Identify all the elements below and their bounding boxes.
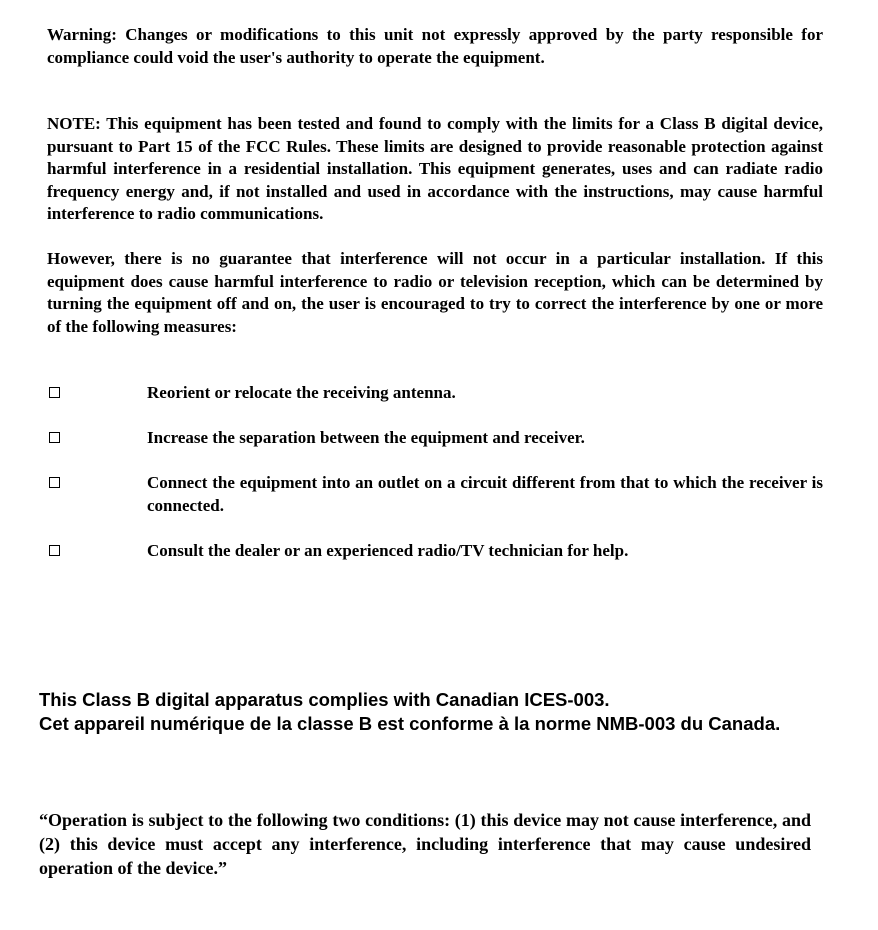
checkbox-bullet-icon [49,432,60,443]
measure-text: Increase the separation between the equipment and receiver. [147,428,585,447]
operation-conditions-paragraph: “Operation is subject to the following two conditions: (1) this device may not cause interference, and (2) this device must accept any interference, including interference that may cause undesired operation of the device.” [39,810,811,878]
canada-english-text: This Class B digital apparatus complies with Canadian ICES-003. [39,689,610,710]
measure-text: Reorient or relocate the receiving antenna. [147,383,456,402]
measure-text: Consult the dealer or an experienced radio/TV technician for help. [147,541,629,560]
checkbox-bullet-icon [49,545,60,556]
canada-compliance-statement [39,688,829,736]
checkbox-bullet-icon [49,477,60,488]
fcc-note-paragraph: NOTE: This equipment has been tested and found to comply with the limits for a Class B digital device, pursuant to Part 15 of the FCC Rules. These limits are designed to provide reasonable protection against harmful interference in a residential installation. This equipment generates, uses and can radiate radio frequency energy and, if not installed and used in accordance with the instructions, may cause harmful interference to radio communications. [47,114,823,223]
canada-french-text: Cet appareil numérique de la classe B est conforme à la norme NMB-003 du Canada. [39,713,781,734]
warning-paragraph: Warning: Changes or modifications to this unit not expressly approved by the party responsible for compliance could void the user's authority to operate the equipment. [47,25,823,67]
interference-paragraph: However, there is no guarantee that interference will not occur in a particular installation. If this equipment does cause harmful interference to radio or television reception, which can be determined by turning the equipment off and on, the user is encouraged to try to correct the interference by one or more of the following measures: [47,249,823,336]
checkbox-bullet-icon [49,387,60,398]
measure-text: Connect the equipment into an outlet on a circuit different from that to which the receiver is connected. [147,473,823,515]
